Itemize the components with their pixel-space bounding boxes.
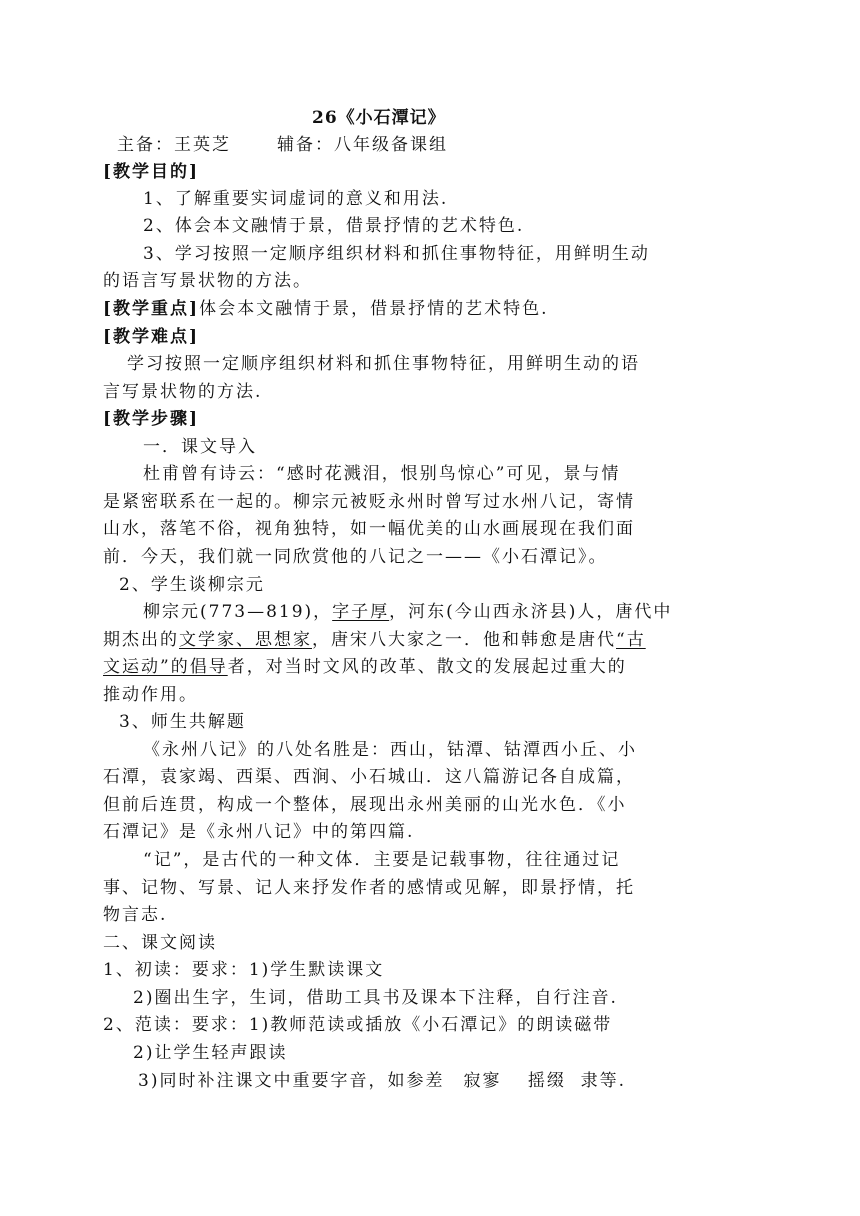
difficulty-line-2: 言写景状物的方法. (103, 382, 263, 402)
step2-text: ，河东(今山西永济县)人，唐代中 (389, 602, 673, 622)
steps-heading: [教学步骤] (103, 409, 200, 429)
key-heading: [教学重点] (103, 299, 200, 319)
courtesy-name: 字子厚 (332, 602, 390, 622)
step3-line-6: 事、记物、写景、记人来抒发作者的感情或见解，即景抒情，托 (103, 878, 635, 898)
reading-heading: 二、课文阅读 (103, 933, 217, 953)
key-point (103, 296, 549, 322)
step1-heading: 一．课文导入 (143, 437, 257, 457)
step2-text: 者，对当时文风的改革、散文的发展起过重大的 (227, 657, 627, 677)
step3-heading: 3、师生共解题 (119, 712, 246, 732)
step2-heading: 2、学生谈柳宗元 (119, 575, 265, 595)
step2-text: ，唐宋八大家之一．他和韩愈是唐代 (312, 630, 616, 650)
step2-text: 期杰出的 (103, 630, 179, 650)
step2-line-2 (103, 627, 646, 653)
objective-3-line-1: 3、学习按照一定顺序组织材料和抓住事物特征，用鲜明生动 (143, 244, 650, 264)
step2-line-4: 推动作用。 (103, 685, 198, 705)
difficulty-heading: [教学难点] (103, 327, 200, 347)
objective-3-line-2: 的语言写景状物的方法。 (103, 271, 312, 291)
writer-thinker: 文学家、思想家 (179, 630, 312, 650)
step3-line-2: 石潭，袁家竭、西渠、西涧、小石城山．这八篇游记各自成篇， (103, 767, 635, 787)
difficulty-line-1: 学习按照一定顺序组织材料和抓住事物特征，用鲜明生动的语 (127, 354, 640, 374)
step1-line-3: 山水，落笔不俗，视角独特，如一幅优美的山水画展现在我们面 (103, 519, 635, 539)
guwen-movement-end: 文运动”的倡导 (103, 657, 228, 677)
reading-line-5: 3)同时补注课文中重要字音，如参差 寂寥 摇缀 隶等. (138, 1071, 627, 1091)
key-text: 体会本文融情于景，借景抒情的艺术特色. (199, 299, 549, 319)
step3-line-4: 石潭记》是《永州八记》中的第四篇. (103, 822, 415, 842)
main-preparer: 主备：王英芝 (117, 135, 231, 155)
step1-line-2: 是紧密联系在一起的。柳宗元被贬永州时曾写过水州八记，寄情 (103, 492, 635, 512)
step3-line-3: 但前后连贯，构成一个整体，展现出永州美丽的山光水色．《小 (103, 795, 627, 815)
reading-line-3: 2、范读：要求：1)教师范读或插放《小石潭记》的朗读磁带 (103, 1015, 613, 1035)
step2-text: 柳宗元(773—819)， (143, 602, 333, 622)
step2-line-3 (103, 654, 627, 680)
step1-line-1: 杜甫曾有诗云：“感时花溅泪，恨别鸟惊心”可见，景与情 (143, 464, 621, 484)
objective-2: 2、体会本文融情于景，借景抒情的艺术特色. (143, 216, 525, 236)
objective-1: 1、了解重要实词虚词的意义和用法. (143, 189, 449, 209)
step3-line-5: “记”，是古代的一种文体．主要是记载事物，往往通过记 (143, 850, 621, 870)
reading-line-4: 2)让学生轻声跟读 (133, 1043, 288, 1063)
page-title: 26《小石潭记》 (312, 108, 446, 128)
step1-line-4: 前．今天，我们就一同欣赏他的八记之一——《小石潭记》。 (103, 547, 608, 567)
reading-line-2: 2)圈出生字，生词，借助工具书及课本下注释，自行注音. (133, 988, 618, 1008)
objectives-heading: [教学目的] (103, 162, 200, 182)
assist-preparer: 辅备：八年级备课组 (277, 135, 448, 155)
step2-line-1 (143, 599, 672, 625)
step3-line-1: 《永州八记》的八处名胜是：西山，钴潭、钴潭西小丘、小 (143, 740, 637, 760)
step3-line-7: 物言志. (103, 905, 168, 925)
guwen-movement-start: “古 (616, 630, 646, 650)
reading-line-1: 1、初读：要求：1)学生默读课文 (103, 960, 385, 980)
